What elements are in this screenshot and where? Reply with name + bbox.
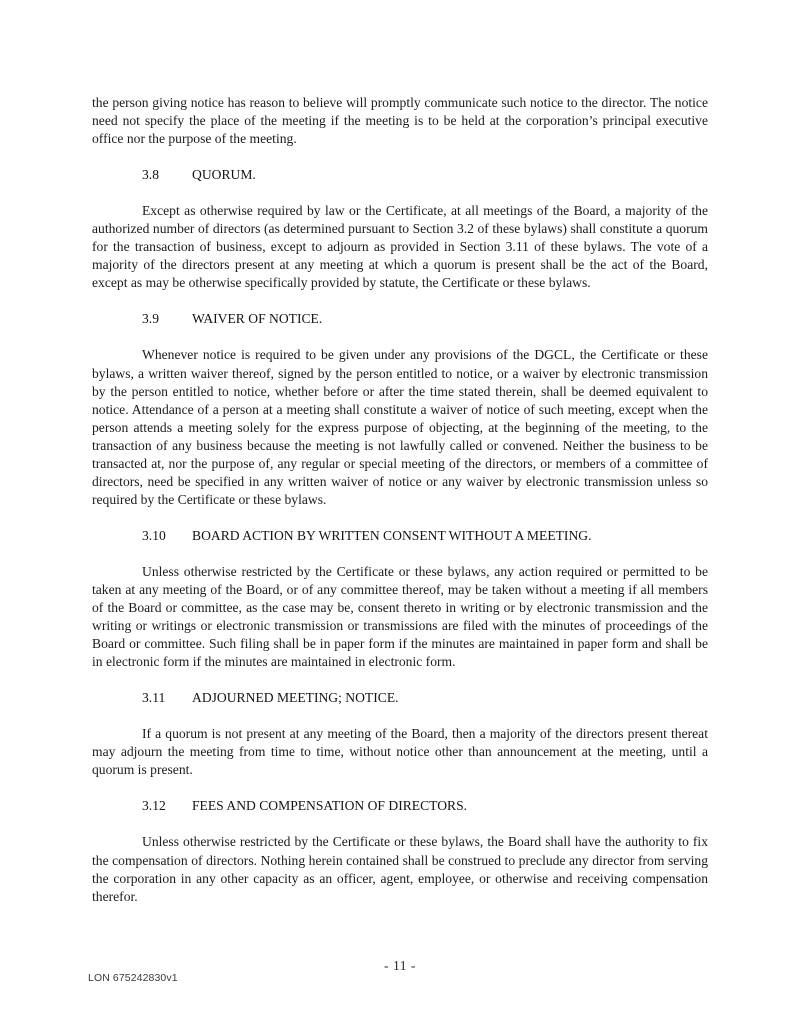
section-number: 3.8 xyxy=(142,167,159,183)
section-heading-3-10 xyxy=(92,527,708,545)
section-heading-3-8 xyxy=(92,166,708,184)
section-paragraph: Unless otherwise restricted by the Certificate or these bylaws, any action required or permitted to be taken at any meeting of the Board, or of any committee thereof, may be taken without a meeting if all members of the Board or committee, as the case may be, consent thereto in writing or by electronic transmission and the writing or writings or electronic transmission or transmissions are filed with the minutes of proceedings of the Board or committee. Such filing shall be in paper form if the minutes are maintained in paper form and shall be in electronic form if the minutes are maintained in electronic form. xyxy=(92,563,708,670)
section-number: 3.10 xyxy=(142,527,166,543)
section-paragraph: Whenever notice is required to be given under any provisions of the DGCL, the Certificate or these bylaws, a written waiver thereof, signed by the person entitled to notice, or a waiver by electronic transmission by the person entitled to notice, whether before or after the time stated therein, shall be deemed equivalent to notice. Attendance of a person at a meeting shall constitute a waiver of notice of such meeting, except when the person attends a meeting solely for the express purpose of objecting, at the beginning of the meeting, to the transaction of any business because the meeting is not lawfully called or convened. Neither the business to be transacted at, nor the purpose of, any regular or special meeting of the directors, or members of a committee of directors, need be specified in any written waiver of notice or any waiver by electronic transmission unless so required by the Certificate or these bylaws. xyxy=(92,347,708,507)
section-paragraph: Except as otherwise required by law or the Certificate, at all meetings of the Board, a majority of the authorized number of directors (as determined pursuant to Section 3.2 of these bylaws) shall constitute a quorum for the transaction of business, except to adjourn as provided in Section 3.11 of these bylaws. The vote of a majority of the directors present at any meeting at which a quorum is present shall be the act of the Board, except as may be otherwise specifically provided by statute, the Certificate or these bylaws. xyxy=(92,203,708,291)
section-title: ADJOURNED MEETING; NOTICE. xyxy=(192,690,399,706)
section-number: 3.9 xyxy=(142,311,159,327)
footer-document-reference: LON 675242830v1 xyxy=(88,972,178,984)
section-title: QUORUM. xyxy=(192,167,256,183)
section-title: WAIVER OF NOTICE. xyxy=(192,311,323,327)
section-number: 3.12 xyxy=(142,798,166,814)
section-heading-3-12 xyxy=(92,797,708,815)
section-heading-3-9 xyxy=(92,310,708,328)
section-paragraph: Unless otherwise restricted by the Certificate or these bylaws, the Board shall have the authority to fix the compensation of directors. Nothing herein contained shall be construed to preclude any director from serving the corporation in any other capacity as an officer, agent, employee, or otherwise and receiving compensation therefor. xyxy=(92,834,708,904)
section-title: FEES AND COMPENSATION OF DIRECTORS. xyxy=(192,798,468,814)
page-number: - 11 - xyxy=(384,958,416,973)
section-paragraph: If a quorum is not present at any meeting of the Board, then a majority of the directors present thereat may adjourn the meeting from time to time, without notice other than announcement at the meeting, until a quorum is present. xyxy=(92,726,708,778)
section-title: BOARD ACTION BY WRITTEN CONSENT WITHOUT A MEETING. xyxy=(192,527,592,543)
section-heading-3-11 xyxy=(92,689,708,707)
section-number: 3.11 xyxy=(142,690,166,706)
page-content xyxy=(92,94,708,906)
continued-paragraph: the person giving notice has reason to believe will promptly communicate such notice to the director. The notice need not specify the place of the meeting if the meeting is to be held at the corporation’s principal executive office nor the purpose of the meeting. xyxy=(92,95,708,147)
